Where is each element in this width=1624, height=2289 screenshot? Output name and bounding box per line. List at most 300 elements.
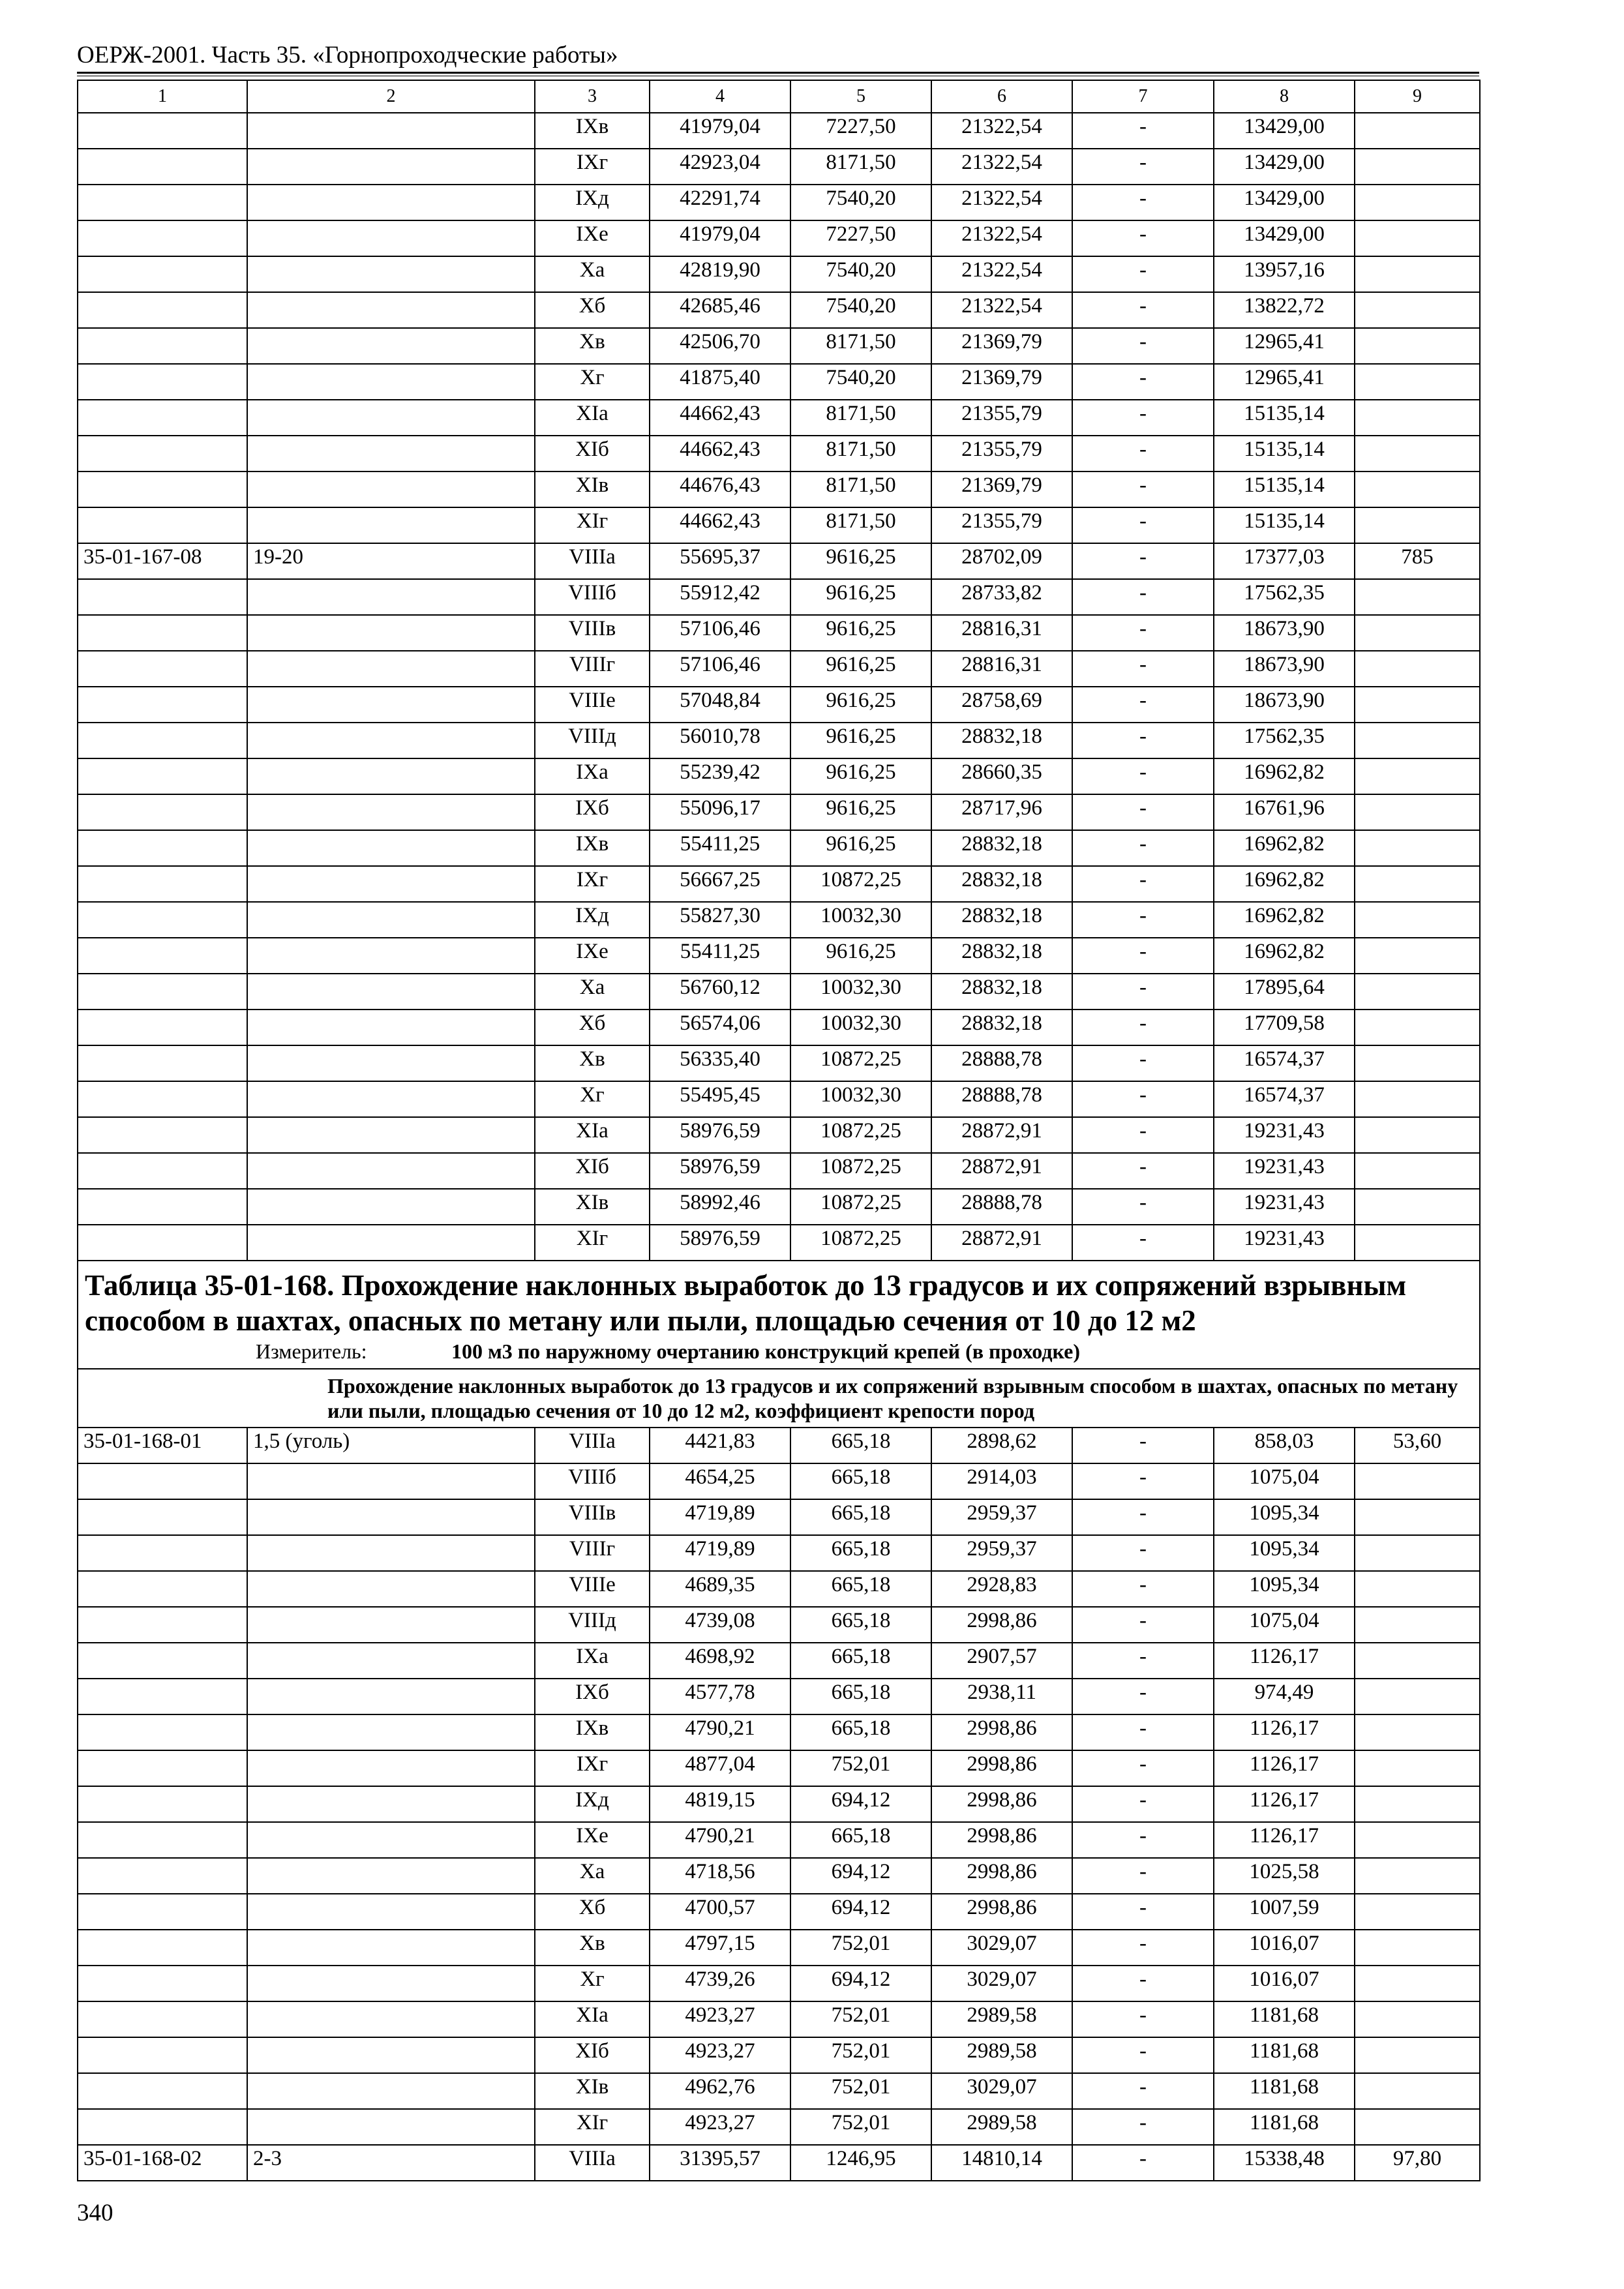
materials-cell: 15135,14 [1214, 507, 1355, 543]
wages-cell: 9616,25 [790, 938, 931, 974]
drivers-wages-cell: - [1072, 1010, 1214, 1045]
wages-cell: 9616,25 [790, 579, 931, 615]
labour-cost-cell [1355, 1499, 1480, 1535]
drivers-wages-cell: - [1072, 615, 1214, 651]
materials-cell: 1181,68 [1214, 2037, 1355, 2073]
table-row [78, 1894, 1480, 1930]
rate-code-cell [78, 113, 247, 149]
drivers-wages-cell: - [1072, 1930, 1214, 1966]
wages-cell: 7540,20 [790, 364, 931, 400]
rock-category-cell [247, 651, 535, 687]
rock-category-cell [247, 1786, 535, 1822]
rock-category-cell [247, 256, 535, 292]
materials-cell: 18673,90 [1214, 687, 1355, 723]
drivers-wages-cell: - [1072, 723, 1214, 758]
table-row [78, 400, 1480, 436]
wages-cell: 9616,25 [790, 687, 931, 723]
table-row [78, 364, 1480, 400]
machines-cell: 2907,57 [931, 1643, 1072, 1679]
labour-cost-cell [1355, 830, 1480, 866]
materials-cell: 1126,17 [1214, 1786, 1355, 1822]
zone-cell: VIIIв [535, 615, 650, 651]
machines-cell: 21355,79 [931, 436, 1072, 471]
materials-cell: 16962,82 [1214, 902, 1355, 938]
total-cost-cell: 56760,12 [650, 974, 790, 1010]
materials-cell: 974,49 [1214, 1679, 1355, 1714]
column-number: 7 [1072, 80, 1214, 113]
total-cost-cell: 42506,70 [650, 328, 790, 364]
materials-cell: 1181,68 [1214, 2001, 1355, 2037]
wages-cell: 665,18 [790, 1822, 931, 1858]
rate-code-cell [78, 2037, 247, 2073]
rate-code-cell [78, 2109, 247, 2145]
machines-cell: 28717,96 [931, 794, 1072, 830]
machines-cell: 21355,79 [931, 507, 1072, 543]
rock-category-cell: 19-20 [247, 543, 535, 579]
labour-cost-cell [1355, 794, 1480, 830]
rate-code-cell [78, 2073, 247, 2109]
labour-cost-cell [1355, 1571, 1480, 1607]
column-number: 4 [650, 80, 790, 113]
rate-code-cell [78, 974, 247, 1010]
rock-category-cell [247, 1499, 535, 1535]
subtitle-row [78, 1369, 1480, 1428]
rock-category-cell [247, 1189, 535, 1225]
page-header [77, 40, 1479, 76]
zone-cell: IXв [535, 830, 650, 866]
zone-cell: IXб [535, 1679, 650, 1714]
table-row [78, 1428, 1480, 1463]
materials-cell: 19231,43 [1214, 1189, 1355, 1225]
machines-cell: 3029,07 [931, 1966, 1072, 2001]
machines-cell: 21355,79 [931, 400, 1072, 436]
wages-cell: 7540,20 [790, 185, 931, 220]
rate-code-cell: 35-01-167-08 [78, 543, 247, 579]
drivers-wages-cell: - [1072, 2001, 1214, 2037]
machines-cell: 2998,86 [931, 1894, 1072, 1930]
rock-category-cell: 1,5 (уголь) [247, 1428, 535, 1463]
rate-code-cell: 35-01-168-01 [78, 1428, 247, 1463]
table-row [78, 974, 1480, 1010]
total-cost-cell: 55912,42 [650, 579, 790, 615]
labour-cost-cell [1355, 1822, 1480, 1858]
zone-cell: XIг [535, 507, 650, 543]
drivers-wages-cell: - [1072, 758, 1214, 794]
labour-cost-cell [1355, 220, 1480, 256]
total-cost-cell: 58976,59 [650, 1117, 790, 1153]
zone-cell: IXа [535, 1643, 650, 1679]
rock-category-cell [247, 1117, 535, 1153]
wages-cell: 752,01 [790, 2073, 931, 2109]
wages-cell: 9616,25 [790, 794, 931, 830]
column-number: 9 [1355, 80, 1480, 113]
machines-cell: 2998,86 [931, 1714, 1072, 1750]
machines-cell: 21322,54 [931, 292, 1072, 328]
drivers-wages-cell: - [1072, 938, 1214, 974]
zone-cell: XIб [535, 436, 650, 471]
drivers-wages-cell: - [1072, 220, 1214, 256]
materials-cell: 1075,04 [1214, 1607, 1355, 1643]
materials-cell: 16574,37 [1214, 1081, 1355, 1117]
machines-cell: 2998,86 [931, 1786, 1072, 1822]
machines-cell: 21322,54 [931, 185, 1072, 220]
drivers-wages-cell: - [1072, 1081, 1214, 1117]
zone-cell: IXе [535, 938, 650, 974]
labour-cost-cell [1355, 866, 1480, 902]
drivers-wages-cell: - [1072, 866, 1214, 902]
table-row [78, 1679, 1480, 1714]
table-row [78, 938, 1480, 974]
machines-cell: 28832,18 [931, 723, 1072, 758]
rock-category-cell [247, 1010, 535, 1045]
materials-cell: 1126,17 [1214, 1750, 1355, 1786]
wages-cell: 7227,50 [790, 220, 931, 256]
materials-cell: 1095,34 [1214, 1571, 1355, 1607]
labour-cost-cell [1355, 471, 1480, 507]
total-cost-cell: 44676,43 [650, 471, 790, 507]
labour-cost-cell [1355, 1463, 1480, 1499]
labour-cost-cell [1355, 1858, 1480, 1894]
zone-cell: Xв [535, 1045, 650, 1081]
labour-cost-cell [1355, 436, 1480, 471]
zone-cell: IXг [535, 866, 650, 902]
materials-cell: 16962,82 [1214, 938, 1355, 974]
total-cost-cell: 4790,21 [650, 1822, 790, 1858]
wages-cell: 665,18 [790, 1463, 931, 1499]
table-row [78, 615, 1480, 651]
drivers-wages-cell: - [1072, 1607, 1214, 1643]
rates-table [77, 80, 1481, 2181]
table-row [78, 1571, 1480, 1607]
drivers-wages-cell: - [1072, 579, 1214, 615]
wages-cell: 9616,25 [790, 723, 931, 758]
labour-cost-cell: 53,60 [1355, 1428, 1480, 1463]
rate-code-cell [78, 436, 247, 471]
table-row [78, 1786, 1480, 1822]
labour-cost-cell [1355, 1894, 1480, 1930]
rate-code-cell [78, 866, 247, 902]
rate-code-cell [78, 615, 247, 651]
zone-cell: Xг [535, 1081, 650, 1117]
column-number: 3 [535, 80, 650, 113]
zone-cell: XIб [535, 1153, 650, 1189]
wages-cell: 752,01 [790, 1750, 931, 1786]
labour-cost-cell [1355, 2073, 1480, 2109]
total-cost-cell: 56667,25 [650, 866, 790, 902]
rate-code-cell [78, 1679, 247, 1714]
total-cost-cell: 55495,45 [650, 1081, 790, 1117]
rock-category-cell [247, 830, 535, 866]
zone-cell: IXд [535, 1786, 650, 1822]
materials-cell: 13822,72 [1214, 292, 1355, 328]
machines-cell: 2998,86 [931, 1750, 1072, 1786]
total-cost-cell: 56010,78 [650, 723, 790, 758]
zone-cell: Xг [535, 364, 650, 400]
rate-code-cell [78, 794, 247, 830]
rock-category-cell [247, 1153, 535, 1189]
rock-category-cell [247, 2001, 535, 2037]
table-row [78, 866, 1480, 902]
rock-category-cell [247, 364, 535, 400]
wages-cell: 752,01 [790, 2037, 931, 2073]
rock-category-cell [247, 758, 535, 794]
materials-cell: 1075,04 [1214, 1463, 1355, 1499]
wages-cell: 8171,50 [790, 436, 931, 471]
labour-cost-cell [1355, 723, 1480, 758]
table-row [78, 758, 1480, 794]
rock-category-cell [247, 2073, 535, 2109]
materials-cell: 13429,00 [1214, 185, 1355, 220]
materials-cell: 17709,58 [1214, 1010, 1355, 1045]
zone-cell: VIIIа [535, 543, 650, 579]
wages-cell: 10872,25 [790, 1225, 931, 1261]
machines-cell: 2914,03 [931, 1463, 1072, 1499]
labour-cost-cell [1355, 1786, 1480, 1822]
total-cost-cell: 44662,43 [650, 507, 790, 543]
labour-cost-cell: 785 [1355, 543, 1480, 579]
materials-cell: 1016,07 [1214, 1966, 1355, 2001]
table-row [78, 1117, 1480, 1153]
wages-cell: 8171,50 [790, 149, 931, 185]
machines-cell: 21322,54 [931, 113, 1072, 149]
rate-code-cell [78, 1643, 247, 1679]
table-row [78, 543, 1480, 579]
wages-cell: 752,01 [790, 2109, 931, 2145]
materials-cell: 19231,43 [1214, 1225, 1355, 1261]
labour-cost-cell [1355, 113, 1480, 149]
drivers-wages-cell: - [1072, 256, 1214, 292]
labour-cost-cell [1355, 1750, 1480, 1786]
zone-cell: IXг [535, 149, 650, 185]
wages-cell: 665,18 [790, 1607, 931, 1643]
wages-cell: 665,18 [790, 1571, 931, 1607]
labour-cost-cell [1355, 256, 1480, 292]
rock-category-cell [247, 1750, 535, 1786]
labour-cost-cell [1355, 938, 1480, 974]
table-row [78, 1643, 1480, 1679]
rock-category-cell: 2-3 [247, 2145, 535, 2181]
rate-code-cell [78, 1153, 247, 1189]
labour-cost-cell [1355, 1930, 1480, 1966]
wages-cell: 665,18 [790, 1535, 931, 1571]
total-cost-cell: 55695,37 [650, 543, 790, 579]
table-row [78, 1714, 1480, 1750]
rate-code-cell [78, 1010, 247, 1045]
table-row [78, 1535, 1480, 1571]
wages-cell: 694,12 [790, 1966, 931, 2001]
materials-cell: 13429,00 [1214, 220, 1355, 256]
table-row [78, 1750, 1480, 1786]
labour-cost-cell [1355, 1189, 1480, 1225]
rate-code-cell [78, 1966, 247, 2001]
machines-cell: 28888,78 [931, 1189, 1072, 1225]
total-cost-cell: 4739,08 [650, 1607, 790, 1643]
rate-code-cell [78, 256, 247, 292]
rock-category-cell [247, 687, 535, 723]
total-cost-cell: 4719,89 [650, 1499, 790, 1535]
labour-cost-cell [1355, 2001, 1480, 2037]
zone-cell: VIIIд [535, 1607, 650, 1643]
rock-category-cell [247, 1607, 535, 1643]
materials-cell: 1181,68 [1214, 2073, 1355, 2109]
wages-cell: 9616,25 [790, 758, 931, 794]
rock-category-cell [247, 1225, 535, 1261]
materials-cell: 13429,00 [1214, 149, 1355, 185]
machines-cell: 28872,91 [931, 1117, 1072, 1153]
measure-value: 100 м3 по наружному очертанию конструкций крепей (в проходке) [451, 1339, 1081, 1363]
drivers-wages-cell: - [1072, 902, 1214, 938]
materials-cell: 1025,58 [1214, 1858, 1355, 1894]
table-row [78, 794, 1480, 830]
zone-cell: Xг [535, 1966, 650, 2001]
total-cost-cell: 4654,25 [650, 1463, 790, 1499]
drivers-wages-cell: - [1072, 651, 1214, 687]
materials-cell: 1126,17 [1214, 1822, 1355, 1858]
labour-cost-cell [1355, 507, 1480, 543]
machines-cell: 28832,18 [931, 866, 1072, 902]
total-cost-cell: 42923,04 [650, 149, 790, 185]
materials-cell: 15135,14 [1214, 436, 1355, 471]
materials-cell: 18673,90 [1214, 615, 1355, 651]
drivers-wages-cell: - [1072, 400, 1214, 436]
machines-cell: 28832,18 [931, 902, 1072, 938]
machines-cell: 28888,78 [931, 1045, 1072, 1081]
labour-cost-cell [1355, 364, 1480, 400]
rock-category-cell [247, 113, 535, 149]
zone-cell: IXв [535, 113, 650, 149]
total-cost-cell: 55096,17 [650, 794, 790, 830]
machines-cell: 14810,14 [931, 2145, 1072, 2181]
rate-code-cell [78, 400, 247, 436]
drivers-wages-cell: - [1072, 1117, 1214, 1153]
zone-cell: IXд [535, 185, 650, 220]
table-row [78, 1607, 1480, 1643]
total-cost-cell: 56574,06 [650, 1010, 790, 1045]
wages-cell: 10032,30 [790, 1010, 931, 1045]
measure-cell [78, 1338, 1480, 1369]
zone-cell: XIа [535, 2001, 650, 2037]
total-cost-cell: 4962,76 [650, 2073, 790, 2109]
labour-cost-cell [1355, 1607, 1480, 1643]
rock-category-cell [247, 794, 535, 830]
machines-cell: 28872,91 [931, 1225, 1072, 1261]
zone-cell: IXе [535, 1822, 650, 1858]
total-cost-cell: 55411,25 [650, 938, 790, 974]
drivers-wages-cell: - [1072, 974, 1214, 1010]
table-row [78, 507, 1480, 543]
machines-cell: 28758,69 [931, 687, 1072, 723]
materials-cell: 858,03 [1214, 1428, 1355, 1463]
total-cost-cell: 4819,15 [650, 1786, 790, 1822]
rate-code-cell [78, 938, 247, 974]
table-row [78, 687, 1480, 723]
labour-cost-cell [1355, 615, 1480, 651]
document-title: ОЕРЖ-2001. Часть 35. «Горнопроходческие работы» [77, 42, 618, 68]
machines-cell: 21369,79 [931, 471, 1072, 507]
wages-cell: 8171,50 [790, 328, 931, 364]
machines-cell: 28660,35 [931, 758, 1072, 794]
table-row [78, 1225, 1480, 1261]
rate-code-cell [78, 1571, 247, 1607]
labour-cost-cell [1355, 579, 1480, 615]
wages-cell: 694,12 [790, 1858, 931, 1894]
rate-code-cell [78, 723, 247, 758]
drivers-wages-cell: - [1072, 1714, 1214, 1750]
materials-cell: 1126,17 [1214, 1643, 1355, 1679]
rate-code-cell [78, 687, 247, 723]
labour-cost-cell: 97,80 [1355, 2145, 1480, 2181]
total-cost-cell: 4689,35 [650, 1571, 790, 1607]
wages-cell: 9616,25 [790, 543, 931, 579]
zone-cell: XIв [535, 2073, 650, 2109]
total-cost-cell: 4923,27 [650, 2037, 790, 2073]
total-cost-cell: 4577,78 [650, 1679, 790, 1714]
rock-category-cell [247, 1463, 535, 1499]
rate-code-cell [78, 185, 247, 220]
materials-cell: 13429,00 [1214, 113, 1355, 149]
machines-cell: 28888,78 [931, 1081, 1072, 1117]
zone-cell: XIв [535, 471, 650, 507]
rate-code-cell [78, 471, 247, 507]
rock-category-cell [247, 1571, 535, 1607]
materials-cell: 19231,43 [1214, 1117, 1355, 1153]
rate-code-cell [78, 2001, 247, 2037]
total-cost-cell: 41979,04 [650, 113, 790, 149]
labour-cost-cell [1355, 2109, 1480, 2145]
rock-category-cell [247, 1081, 535, 1117]
rock-category-cell [247, 866, 535, 902]
total-cost-cell: 4719,89 [650, 1535, 790, 1571]
total-cost-cell: 41979,04 [650, 220, 790, 256]
total-cost-cell: 58976,59 [650, 1225, 790, 1261]
table-row [78, 1189, 1480, 1225]
materials-cell: 1095,34 [1214, 1499, 1355, 1535]
table-row [78, 2145, 1480, 2181]
zone-cell: Xб [535, 1010, 650, 1045]
zone-cell: VIIIв [535, 1499, 650, 1535]
labour-cost-cell [1355, 1081, 1480, 1117]
rate-code-cell [78, 1189, 247, 1225]
zone-cell: XIв [535, 1189, 650, 1225]
column-number: 5 [790, 80, 931, 113]
drivers-wages-cell: - [1072, 328, 1214, 364]
wages-cell: 9616,25 [790, 830, 931, 866]
machines-cell: 2998,86 [931, 1822, 1072, 1858]
labour-cost-cell [1355, 185, 1480, 220]
total-cost-cell: 4718,56 [650, 1858, 790, 1894]
table-section-title: Таблица 35-01-168. Прохождение наклонных выработок до 13 градусов и их сопряжений взрывным способом в шахтах, опасных по метану или пыли, площадью сечения от 10 до 12 м2 [78, 1261, 1480, 1338]
drivers-wages-cell: - [1072, 471, 1214, 507]
wages-cell: 10872,25 [790, 1153, 931, 1189]
rock-category-cell [247, 579, 535, 615]
total-cost-cell: 58992,46 [650, 1189, 790, 1225]
machines-cell: 2959,37 [931, 1535, 1072, 1571]
rock-category-cell [247, 1714, 535, 1750]
drivers-wages-cell: - [1072, 1750, 1214, 1786]
machines-cell: 28832,18 [931, 938, 1072, 974]
drivers-wages-cell: - [1072, 364, 1214, 400]
table-row [78, 1010, 1480, 1045]
drivers-wages-cell: - [1072, 1225, 1214, 1261]
rock-category-cell [247, 615, 535, 651]
labour-cost-cell [1355, 292, 1480, 328]
wages-cell: 752,01 [790, 2001, 931, 2037]
table-row [78, 1858, 1480, 1894]
machines-cell: 2898,62 [931, 1428, 1072, 1463]
table-row [78, 1822, 1480, 1858]
materials-cell: 1007,59 [1214, 1894, 1355, 1930]
column-number: 6 [931, 80, 1072, 113]
